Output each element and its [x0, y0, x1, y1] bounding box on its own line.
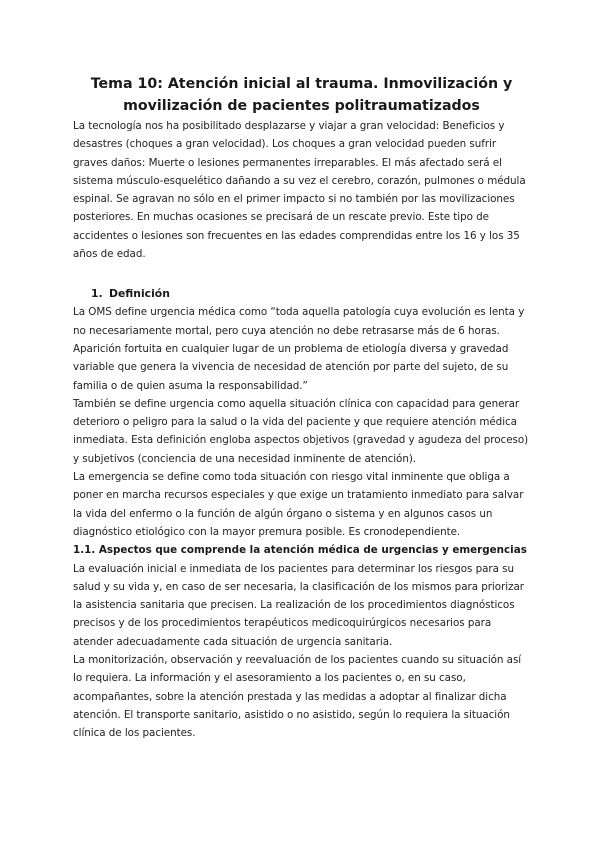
- definition-paragraph-oms: La OMS define urgencia médica como “toda aquella patología cuya evolución es lenta y no necesariamente mortal, pero cuya atención no debe retrasarse más de 6 horas. Aparición fortuita en cualquier lugar de un problema de etiología diversa y gravedad variable que genera la vivencia de necesidad de atención por parte del sujeto, de su familia o de quien asuma la responsabilidad.”: [73, 306, 525, 392]
- section-number: 1.: [91, 287, 103, 301]
- subsection-heading-aspectos: 1.1. Aspectos que comprende la atención médica de urgencias y emergencias: [73, 544, 527, 557]
- section-heading-definicion: [91, 285, 530, 303]
- intro-paragraph: La tecnología nos ha posibilitado desplazarse y viajar a gran velocidad: Beneficios y desastres (choques a gran velocidad). Los choques a gran velocidad pueden sufrir graves daños: Muerte o lesiones permanentes irreparables. El más afectado será el sistema músculo-esquelético dañando a su vez el cerebro, corazón, pulmones o médula espinal. Se agravan no sólo en el primer impacto si no también por las movilizaciones posteriores. En muchas ocasiones se precisará de un rescate previo. Este tipo de accidentes o lesiones son frecuentes en las edades comprendidas entre los 16 y los 35 años de edad.: [73, 120, 526, 261]
- definition-paragraph-emergencia: La emergencia se define como toda situación con riesgo vital inminente que obliga a poner en marcha recursos especiales y que exige un tratamiento inmediato para salvar la vida del enfermo o la función de algún órgano o sistema y en algunos casos un diagnóstico etiológico con la mayor premura posible. Es cronodependiente.: [73, 471, 524, 538]
- title-line-2: movilización de pacientes politraumatizados: [123, 98, 480, 114]
- title-line-1: Tema 10: Atención inicial al trauma. Inmovilización y: [90, 76, 513, 92]
- document-title: [73, 73, 530, 117]
- section-heading-text: Definición: [109, 287, 170, 301]
- aspects-paragraph-monitorizacion: La monitorización, observación y reevaluación de los pacientes cuando su situación así lo requiera. La información y el asesoramiento a los pacientes o, en su caso, acompañantes, sobre la atención prestada y las medidas a adoptar al finalizar dicha atención. El transporte sanitario, asistido o no asistido, según lo requiera la situación clínica de los pacientes.: [73, 654, 522, 740]
- aspects-paragraph-evaluacion: La evaluación inicial e inmediata de los pacientes para determinar los riesgos para su salud y su vida y, en caso de ser necesaria, la clasificación de los mismos para priorizar la asistencia sanitaria que precisen. La realización de los procedimientos diagnósticos precisos y de los procedimientos terapéuticos medicoquirúrgicos necesarios para atender adecuadamente cada situación de urgencia sanitaria.: [73, 562, 524, 648]
- definition-paragraph-urgencia: También se define urgencia como aquella situación clínica con capacidad para generar deterioro o peligro para la salud o la vida del paciente y que requiere atención médica inmediata. Esta definición engloba aspectos objetivos (gravedad y agudeza del proceso) y subjetivos (conciencia de una necesidad inminente de atención).: [73, 397, 529, 465]
